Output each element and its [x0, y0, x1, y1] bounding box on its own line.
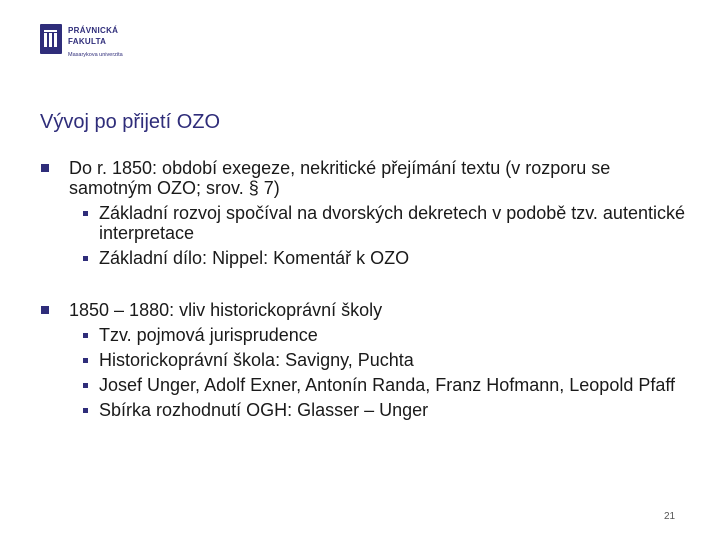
sub-bullet-item	[99, 350, 690, 370]
square-bullet-icon	[41, 164, 49, 172]
square-bullet-icon	[83, 383, 88, 388]
logo-name-line1: PRÁVNICKÁ	[68, 26, 119, 35]
square-bullet-icon	[83, 358, 88, 363]
page-number: 21	[664, 511, 676, 522]
slide-title: Vývoj po přijetí OZO	[40, 111, 221, 133]
logo-university: Masarykova univerzita	[68, 52, 123, 58]
sub-bullet-item	[99, 400, 690, 420]
square-bullet-icon	[83, 211, 88, 216]
bullet-item-1	[40, 158, 690, 268]
square-bullet-icon	[83, 333, 88, 338]
bullet-text-2: 1850 – 1880: vliv historickoprávní školy	[69, 300, 383, 320]
square-bullet-icon	[83, 256, 88, 261]
sub-bullet-item	[99, 203, 690, 243]
bullet-text-1: Do r. 1850: období exegeze, nekritické přejímání textu (v rozporu se samotným OZO; srov. § 7)	[69, 158, 611, 198]
sub-bullet-text: Historickoprávní škola: Savigny, Puchta	[99, 350, 414, 370]
faculty-logo	[40, 24, 123, 61]
faculty-logo-icon	[40, 24, 62, 54]
sub-bullet-item	[99, 325, 690, 345]
logo-text	[68, 25, 123, 61]
sub-bullet-text: Josef Unger, Adolf Exner, Antonín Randa, Franz Hofmann, Leopold Pfaff	[99, 375, 676, 395]
sub-bullet-text: Základní rozvoj spočíval na dvorských dekretech v podobě tzv. autentické interpretace	[99, 203, 685, 243]
sub-list-1	[69, 203, 690, 268]
square-bullet-icon	[41, 306, 49, 314]
sub-bullet-text: Základní dílo: Nippel: Komentář k OZO	[99, 248, 410, 268]
slide-content	[40, 158, 690, 452]
sub-bullet-item	[99, 248, 690, 268]
square-bullet-icon	[83, 408, 88, 413]
sub-bullet-text: Sbírka rozhodnutí OGH: Glasser – Unger	[99, 400, 429, 420]
sub-bullet-text: Tzv. pojmová jurisprudence	[99, 325, 318, 345]
sub-bullet-item	[99, 375, 690, 395]
sub-list-2	[69, 325, 690, 420]
bullet-item-2	[40, 300, 690, 420]
logo-name-line2: FAKULTA	[68, 37, 107, 46]
